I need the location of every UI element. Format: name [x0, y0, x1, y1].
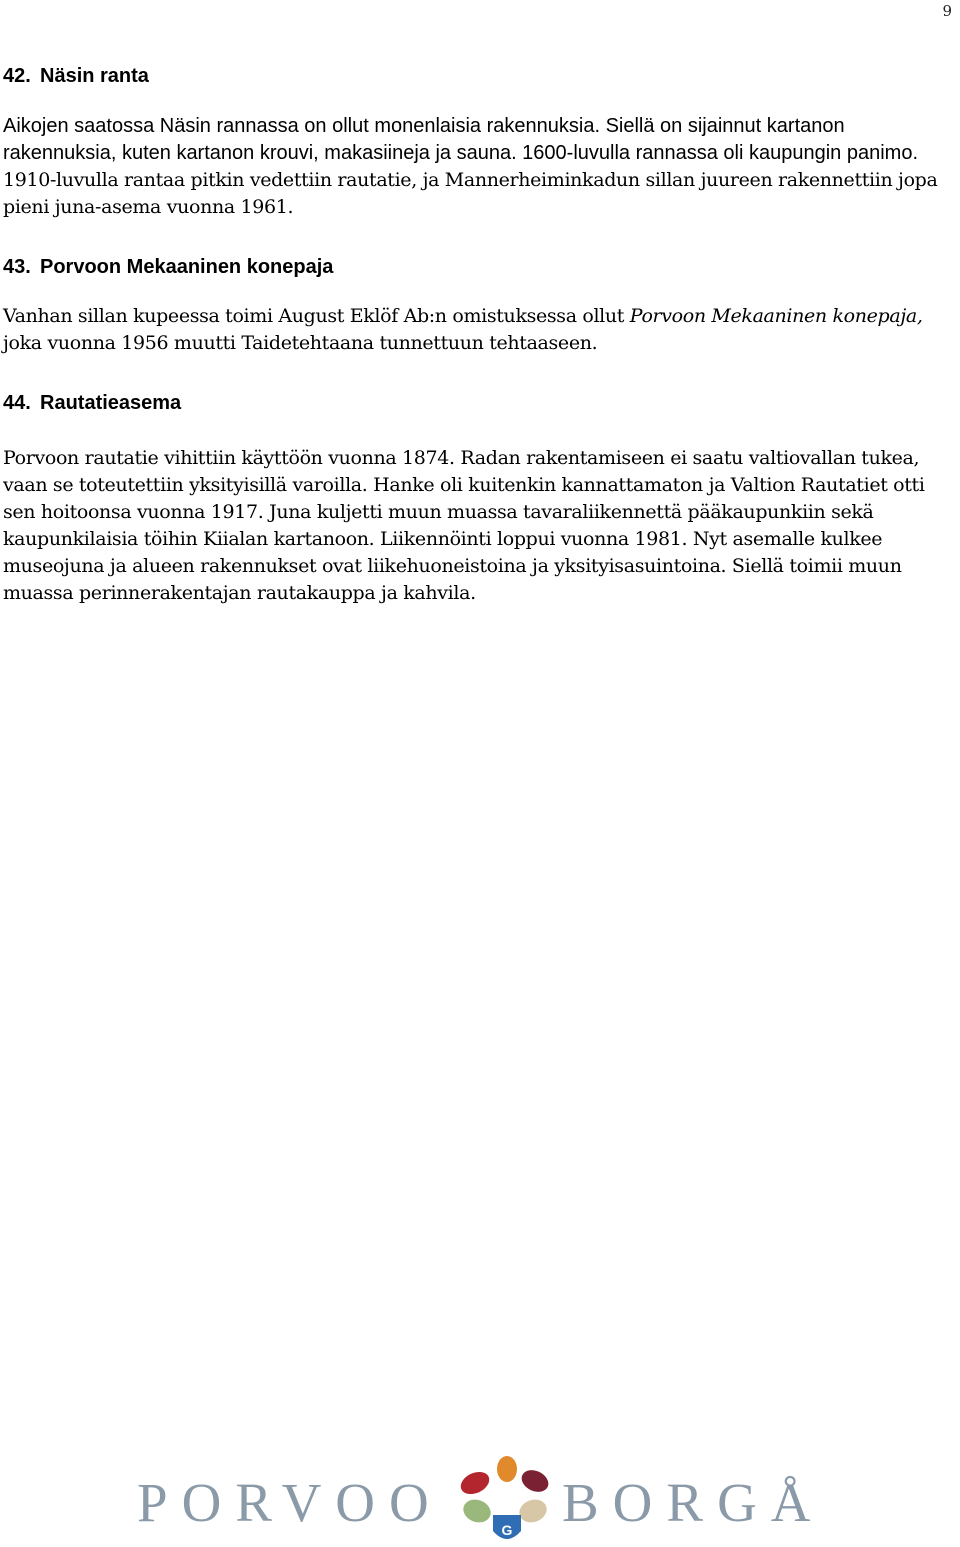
section-number: 44.	[3, 392, 31, 414]
paragraph-text: joka vuonna 1956 muutti Taidetehtaana tunnettuun tehtaaseen.	[3, 332, 598, 354]
section-title: Näsin ranta	[40, 65, 149, 87]
section-44	[3, 389, 958, 607]
logo-text-borga: BORGÅ	[562, 1472, 825, 1533]
section-paragraph: Porvoon rautatie vihittiin käyttöön vuonna 1874. Radan rakentamiseen ei saatu valtiovallan tukea, vaan se toteutettiin yksityisillä varoilla. Hanke oli kuitenkin kannattamaton ja Valtion Rautatiet otti sen hoitoonsa vuonna 1917. Juna kuljetti muun muassa tavaraliikennettä pääkaupunkiin sekä kaupunkilaisia töihin Kiialan kartanoon. Liikennöinti loppui vuonna 1981. Nyt asemalle kulkee museojuna ja alueen rakennukset ovat liikehuoneistoina ja yksityisasuintoina. Siellä toimii muun muassa perinnerakentajan rautakauppa ja kahvila.	[3, 447, 925, 604]
emblem-maroon-leaf	[518, 1466, 552, 1496]
document-body	[3, 62, 958, 607]
section-title: Rautatieasema	[40, 392, 182, 414]
section-paragraph	[3, 303, 958, 357]
city-emblem-icon	[449, 1455, 559, 1547]
logo-text-porvoo: PORVOO	[137, 1472, 443, 1533]
emblem-green-leaf	[460, 1496, 494, 1526]
section-heading	[3, 253, 958, 281]
section-heading	[3, 62, 958, 90]
section-paragraph	[3, 113, 958, 221]
emblem-sand-leaf	[516, 1496, 550, 1526]
porvoo-borga-logo	[137, 1455, 837, 1547]
section-title: Porvoon Mekaaninen konepaja	[40, 256, 334, 278]
italic-company-name: Porvoon Mekaaninen konepaja,	[629, 305, 923, 327]
section-heading	[3, 389, 958, 417]
emblem-orange-leaf	[497, 1456, 517, 1482]
paragraph-text-sans: Aikojen saatossa Näsin rannassa on ollut monenlaisia rakennuksia. Siellä on sijainnut kartanon rakennuksia, kuten kartanon krouvi, makasiineja ja sauna. 1600-luvulla rannassa oli kaupungin panimo.	[3, 115, 918, 164]
emblem-red-leaf	[457, 1468, 493, 1499]
svg-text:G: G	[501, 1522, 513, 1538]
section-number: 43.	[3, 256, 31, 278]
page-number: 9	[942, 2, 952, 20]
section-42	[3, 62, 958, 221]
section-43	[3, 253, 958, 357]
section-number: 42.	[3, 65, 31, 87]
paragraph-text-serif: 1910-luvulla rantaa pitkin vedettiin rautatie, ja Mannerheiminkadun sillan juureen rakennettiin jopa pieni juna-asema vuonna 1961.	[3, 169, 938, 218]
paragraph-text: Vanhan sillan kupeessa toimi August Eklöf Ab:n omistuksessa ollut	[3, 305, 630, 327]
